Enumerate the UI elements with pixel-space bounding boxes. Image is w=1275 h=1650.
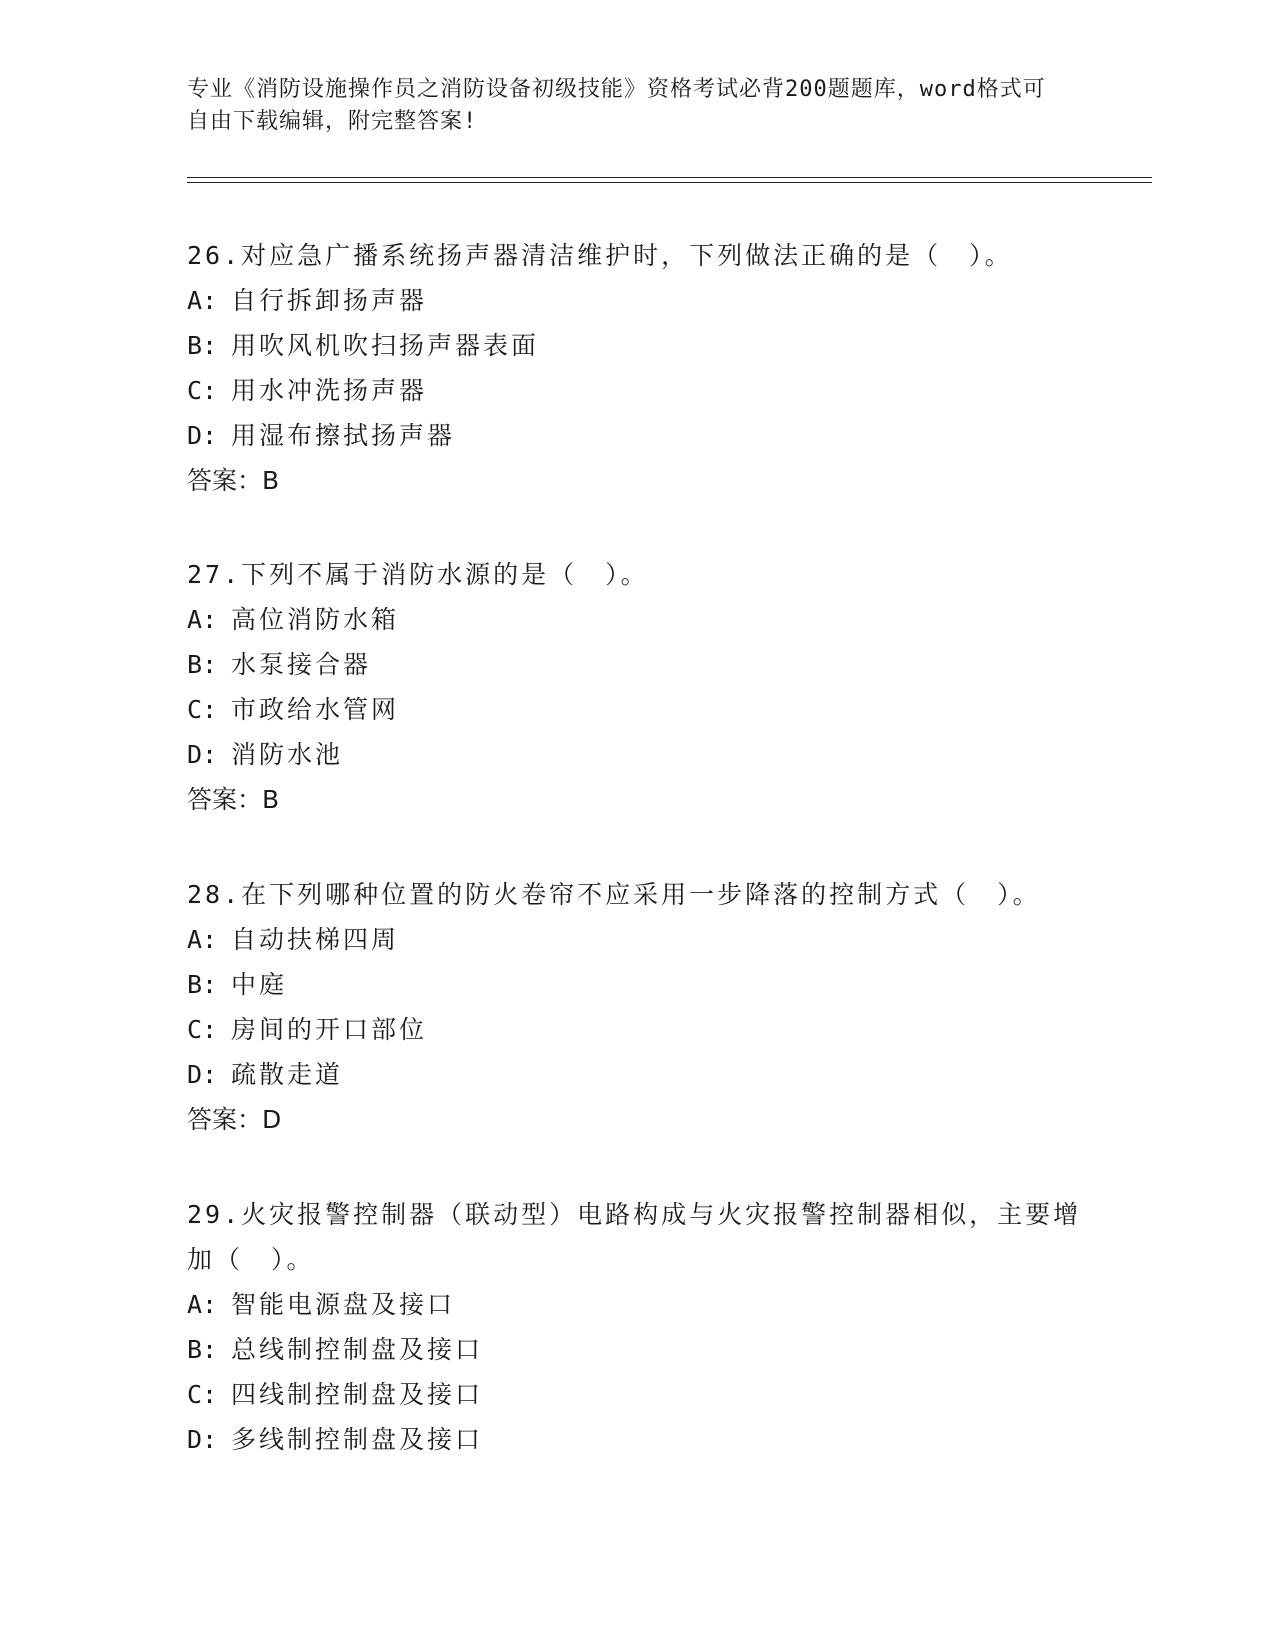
question-stem: 29.火灾报警控制器（联动型）电路构成与火灾报警控制器相似，主要增加（ ）。 [187, 1200, 1082, 1274]
question-stem: 27.下列不属于消防水源的是（ ）。 [187, 560, 649, 589]
option-a [187, 1282, 1087, 1327]
option-key: C: [187, 1015, 218, 1044]
option-text: 疏散走道 [231, 1060, 344, 1089]
option-key: D: [187, 421, 218, 450]
question-29 [187, 1192, 1087, 1462]
option-d [187, 1052, 1087, 1097]
option-text: 自行拆卸扬声器 [231, 286, 428, 315]
option-key: D: [187, 740, 218, 769]
option-b [187, 962, 1087, 1007]
answer: 答案：B [187, 785, 280, 814]
option-text: 消防水池 [231, 740, 344, 769]
question-27 [187, 552, 1087, 822]
option-c [187, 368, 1087, 413]
option-key: A: [187, 1290, 218, 1319]
option-key: A: [187, 286, 218, 315]
option-key: B: [187, 1335, 218, 1364]
option-key: B: [187, 970, 218, 999]
option-key: B: [187, 650, 218, 679]
option-b [187, 323, 1087, 368]
option-key: C: [187, 1380, 218, 1409]
option-key: C: [187, 695, 218, 724]
answer: 答案：D [187, 1105, 282, 1134]
option-text: 四线制控制盘及接口 [231, 1380, 484, 1409]
option-text: 用湿布擦拭扬声器 [231, 421, 456, 450]
question-28 [187, 872, 1087, 1142]
question-stem: 26.对应急广播系统扬声器清洁维护时，下列做法正确的是（ ）。 [187, 241, 1013, 270]
option-text: 市政给水管网 [231, 695, 400, 724]
header-divider-top [187, 177, 1152, 178]
option-text: 多线制控制盘及接口 [231, 1425, 484, 1454]
header-divider-bottom [187, 182, 1152, 183]
option-c [187, 1007, 1087, 1052]
option-key: D: [187, 1060, 218, 1089]
option-d [187, 413, 1087, 458]
option-text: 水泵接合器 [231, 650, 372, 679]
option-text: 智能电源盘及接口 [231, 1290, 456, 1319]
option-text: 中庭 [231, 970, 288, 999]
option-key: D: [187, 1425, 218, 1454]
option-text: 用吹风机吹扫扬声器表面 [231, 331, 540, 360]
question-stem: 28.在下列哪种位置的防火卷帘不应采用一步降落的控制方式（ ）。 [187, 880, 1041, 909]
document-header: 专业《消防设施操作员之消防设备初级技能》资格考试必背200题题库，word格式可自由下载编辑，附完整答案! [187, 77, 1046, 134]
option-key: C: [187, 376, 218, 405]
option-key: B: [187, 331, 218, 360]
answer: 答案：B [187, 466, 280, 495]
option-text: 用水冲洗扬声器 [231, 376, 428, 405]
option-text: 总线制控制盘及接口 [231, 1335, 484, 1364]
option-a [187, 278, 1087, 323]
option-text: 高位消防水箱 [231, 605, 400, 634]
question-26 [187, 233, 1087, 503]
option-d [187, 1417, 1087, 1462]
option-d [187, 732, 1087, 777]
option-key: A: [187, 605, 218, 634]
option-a [187, 917, 1087, 962]
option-text: 自动扶梯四周 [231, 925, 400, 954]
option-c [187, 687, 1087, 732]
option-text: 房间的开口部位 [231, 1015, 428, 1044]
option-a [187, 597, 1087, 642]
option-key: A: [187, 925, 218, 954]
option-c [187, 1372, 1087, 1417]
option-b [187, 642, 1087, 687]
option-b [187, 1327, 1087, 1372]
